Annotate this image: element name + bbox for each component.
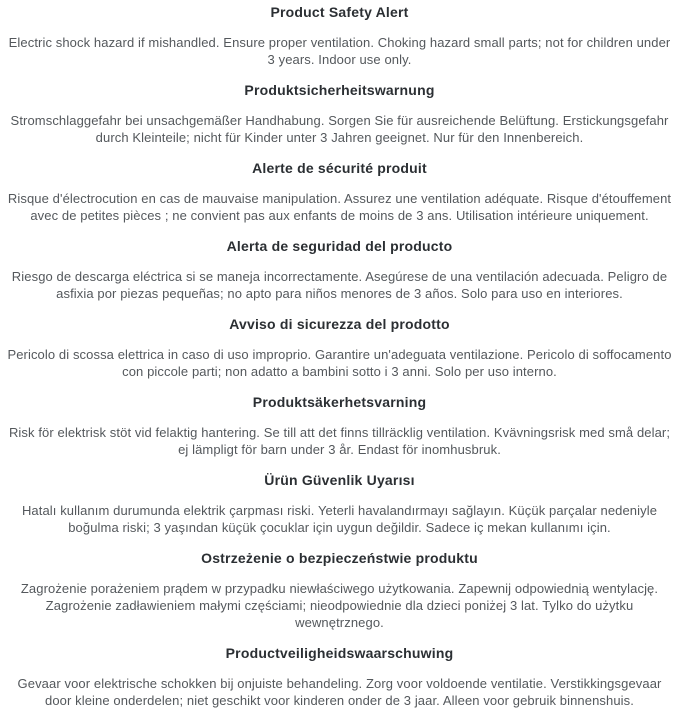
section-body-text: Electric shock hazard if mishandled. Ensure proper ventilation. Choking hazard small parts; not for children under 3 years. Indoor use only. bbox=[8, 35, 671, 67]
safety-section-german bbox=[5, 82, 674, 146]
section-heading: Ostrzeżenie o bezpieczeństwie produktu bbox=[201, 550, 478, 566]
section-body-text: Risk för elektrisk stöt vid felaktig hantering. Se till att det finns tillräcklig ventilation. Kvävningsrisk med små delar; ej lämpligt för barn under 3 år. Endast för inomhusbruk. bbox=[8, 425, 671, 457]
safety-section-turkish bbox=[5, 472, 674, 536]
section-body-text: Gevaar voor elektrische schokken bij onjuiste behandeling. Zorg voor voldoende ventilatie. Verstikkingsgevaar door kleine onderdelen; niet geschikt voor kinderen onder de 3 jaar. Alleen voor gebruik binnenshuis. bbox=[17, 676, 662, 708]
section-body-text: Stromschlaggefahr bei unsachgemäßer Handhabung. Sorgen Sie für ausreichende Belüftung. Erstickungsgefahr durch Kleinteile; nicht für Kinder unter 3 Jahren geeignet. Nur für den Innenbereich. bbox=[10, 113, 669, 145]
safety-section-spanish bbox=[5, 238, 674, 302]
safety-section-polish bbox=[5, 550, 674, 631]
section-heading: Productveiligheidswaarschuwing bbox=[225, 645, 454, 661]
safety-warnings-document bbox=[5, 4, 674, 709]
section-body-text: Risque d'électrocution en cas de mauvaise manipulation. Assurez une ventilation adéquate. Risque d'étouffement avec de petites pièces ; ne convient pas aux enfants de moins de 3 ans. Utilisation intérieure uniquement. bbox=[7, 191, 672, 223]
safety-section-dutch bbox=[5, 645, 674, 709]
section-heading: Produktsäkerhetsvarning bbox=[252, 394, 427, 410]
safety-section-english bbox=[5, 4, 674, 68]
section-heading: Ürün Güvenlik Uyarısı bbox=[264, 472, 415, 488]
safety-section-french bbox=[5, 160, 674, 224]
section-body-text: Hatalı kullanım durumunda elektrik çarpması riski. Yeterli havalandırmayı sağlayın. Küçük parçalar nedeniyle boğulma riski; 3 yaşından küçük çocuklar için uygun değildir. Sadece iç mekan kullanımı için. bbox=[21, 503, 658, 535]
section-body-text: Pericolo di scossa elettrica in caso di uso improprio. Garantire un'adeguata ventilazione. Pericolo di soffocamento con piccole parti; non adatto a bambini sotto i 3 anni. Solo per uso interno. bbox=[7, 347, 672, 379]
safety-section-italian bbox=[5, 316, 674, 380]
safety-section-swedish bbox=[5, 394, 674, 458]
section-body-text: Zagrożenie porażeniem prądem w przypadku niewłaściwego użytkowania. Zapewnij odpowiednią wentylację. Zagrożenie zadławieniem małymi częściami; nieodpowiednie dla dzieci poniżej 3 lat. Tylko do użytku wewnętrznego. bbox=[20, 581, 659, 630]
section-heading: Avviso di sicurezza del prodotto bbox=[229, 316, 450, 332]
section-heading: Alerte de sécurité produit bbox=[252, 160, 427, 176]
section-heading: Product Safety Alert bbox=[270, 4, 409, 20]
section-heading: Produktsicherheitswarnung bbox=[244, 82, 435, 98]
section-body-text: Riesgo de descarga eléctrica si se maneja incorrectamente. Asegúrese de una ventilación adecuada. Peligro de asfixia por piezas pequeñas; no apto para niños menores de 3 años. Solo para uso en interiores. bbox=[11, 269, 668, 301]
section-heading: Alerta de seguridad del producto bbox=[226, 238, 453, 254]
